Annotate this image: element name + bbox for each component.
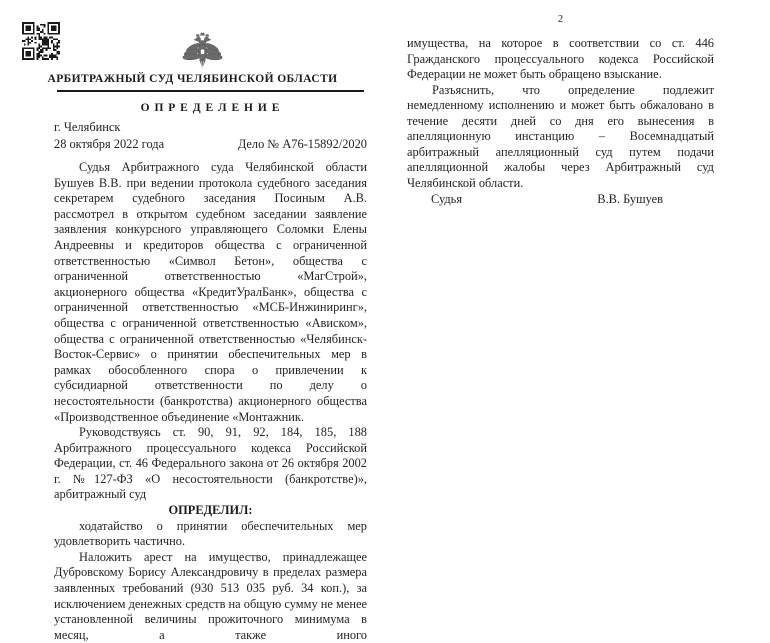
- paragraph: Наложить арест на имущество, принадлежащее Дубровскому Борису Александровичу в пределах размера заявленных требований (930 513 035 руб. 34 коп.), за исключением денежных средств на общую сумму не менее установленной величины прожиточного минимума в месяц, а также иного: [54, 549, 367, 642]
- paragraph: Руководствуясь ст. 90, 91, 92, 184, 185, 188 Арбитражного процессуального кодекса Российской Федерации, ст. 46 Федерального закона от 26 октября 2002 г. №127-ФЗ «О несостоятельности (банкротстве)», арбитражный суд: [54, 425, 367, 502]
- signature-row: [407, 192, 714, 207]
- paragraph: Судья Арбитражного суда Челябинской области Бушуев В.В. при ведении протокола судебного заседания секретарем судебного заседания Посиным А.В. рассмотрел в открытом судебном заседании заявление заявления конкурсного управляющего Соломки Елены Андреевны и кредиторов общества с ограниченной ответственностью «Символ Бетон», общества с ограниченной ответственностью «МагСтрой», акционерного общества «КредитУралБанк», общества с ограниченной ответственностью «МСБ-Инжиниринг», общества с ограниченной ответственностью «Ависком», общества с ограниченной ответственностью «Челябинск-Восток-Сервис» о принятии обеспечительных мер в рамках обособленного спора о привлечении к субсидиарной ответственности по делу о несостоятельности (банкротства) акционерного общества «Производственное объединение «Монтажник.: [54, 160, 367, 424]
- page-number: 2: [557, 14, 564, 25]
- paragraph: имущества, на которое в соответствии со ст. 446 Гражданского процессуального кодекса Российской Федерации не может быть обращено взыскание.: [407, 36, 714, 81]
- page2-body: [407, 36, 714, 191]
- qr-code-icon: [22, 22, 60, 60]
- case-number: Дело № А76-15892/2020: [237, 137, 367, 151]
- date-case-row: [54, 137, 367, 152]
- russia-coat-of-arms-icon: [184, 29, 221, 72]
- page1-body: [54, 160, 367, 643]
- signature-name: В.В. Бушуев: [597, 192, 663, 206]
- header-divider: [57, 90, 364, 92]
- document-page-2: [385, 0, 770, 544]
- paragraph: ходатайство о принятии обеспечительных мер удовлетворить частично.: [54, 518, 367, 549]
- resolution-heading: ОПРЕДЕЛИЛ:: [168, 503, 253, 518]
- city-label: г. Челябинск: [54, 120, 121, 134]
- paragraph: Разъяснить, что определение подлежит немедленному исполнению и может быть обжаловано в течение десяти дней со дня его вынесения в апелляционную инстанцию – Восемнадцатый арбитражный апелляционный суд путем подачи апелляционной жалобы через Арбитражный суд Челябинской области.: [407, 82, 714, 190]
- document-page-1: [0, 0, 385, 642]
- signature-role: Судья: [431, 192, 463, 206]
- court-name: АРБИТРАЖНЫЙ СУД ЧЕЛЯБИНСКОЙ ОБЛАСТИ: [47, 73, 338, 85]
- document-title: О П Р Е Д Е Л Е Н И Е: [140, 102, 281, 114]
- ruling-date: 28 октября 2022 года: [54, 137, 165, 151]
